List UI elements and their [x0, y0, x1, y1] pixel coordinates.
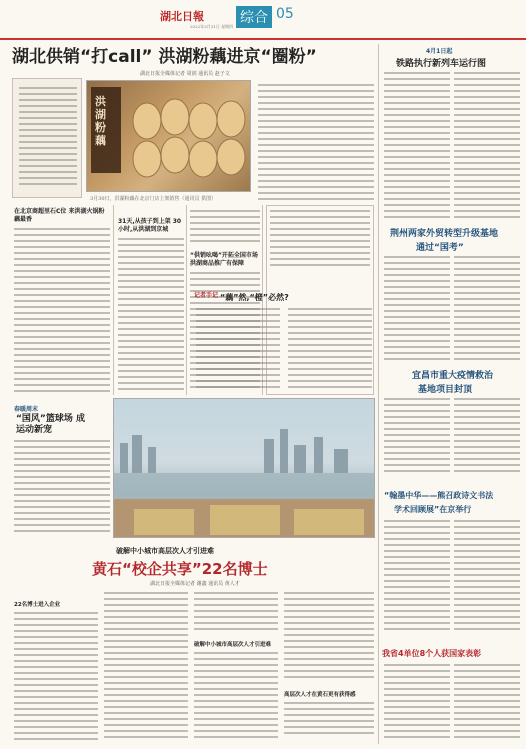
- article-text-col: [258, 84, 374, 204]
- subhead-mid2: “供销吆喝”开拓全国市场 洪湖商品推广有保障: [190, 252, 258, 267]
- right-story3-sub: 基地项目封顶: [418, 385, 473, 395]
- lower-byline: 湖北日报全媒体记者 谢鑫 通讯员 黄人才: [150, 581, 240, 587]
- right-story1-title: 铁路执行新列车运行图: [396, 59, 487, 69]
- package-sign: 洪湖粉藕: [95, 95, 106, 147]
- lower-text-col: [194, 652, 278, 742]
- lower-kicker: 破解中小城市高层次人才引进难: [116, 547, 214, 555]
- lower-text-col: [14, 612, 98, 742]
- masthead: [0, 0, 526, 40]
- lower-text-col: [284, 592, 374, 686]
- right-text-col: [384, 520, 450, 638]
- right-story4-title: “翰墨中华——熊召政诗文书法: [384, 491, 494, 500]
- commentary-tag: 记者手记: [194, 292, 219, 299]
- commentary-title: “藕”然,“橙”必然?: [220, 293, 289, 302]
- right-text-col: [454, 72, 520, 222]
- right-text-col: [454, 256, 520, 366]
- right-story2-title: 荆州两家外贸转型升级基地: [390, 229, 499, 239]
- article-text-col: [14, 228, 110, 398]
- subhead-left: 在北京商超里石C位 来洪湖火锅粉藕最香: [14, 208, 105, 223]
- date-line: 2022年3月31日 星期四: [190, 24, 234, 29]
- right-text-col: [384, 256, 450, 366]
- right-story5-title: 我省4单位8个人获国家表彰: [382, 649, 482, 658]
- right-story4-sub: 学术回顾展”在京举行: [394, 505, 472, 514]
- right-text-col: [384, 72, 450, 222]
- section-tag: 综合: [236, 6, 272, 28]
- column-divider: [113, 205, 114, 395]
- spring-box-text: [14, 440, 110, 540]
- right-text-col: [454, 664, 520, 744]
- article-text-col: [190, 210, 260, 250]
- right-date-tag: 4月1日起: [426, 48, 453, 55]
- column-divider: [378, 44, 379, 744]
- photo-caption: 3月30日，洪湖粉藕在北京门店上架销售（通讯员 供图）: [90, 196, 217, 202]
- skyline-illustration: [114, 399, 375, 538]
- article-text-col: [270, 210, 370, 270]
- column-divider: [186, 205, 187, 395]
- right-text-col: [384, 398, 450, 478]
- right-text-col: [454, 398, 520, 478]
- lower-sub3: 高层次人才在黄石更有获得感: [284, 692, 356, 698]
- lower-text-col: [194, 592, 278, 636]
- quote-box: [12, 78, 82, 198]
- main-headline: 湖北供销“打call” 洪湖粉藕进京“圈粉”: [12, 47, 317, 67]
- page-number: 05: [276, 6, 294, 22]
- city-waterfront-photo: [113, 398, 375, 538]
- main-byline: 湖北日报全媒体记者 周润 通讯员 赵子文: [140, 71, 230, 77]
- newspaper-logo: 湖北日報: [160, 10, 204, 23]
- right-story3-title: 宜昌市重大疫情救治: [412, 371, 494, 381]
- right-text-col: [384, 664, 450, 744]
- spring-box-title: 春暖周末: [14, 406, 39, 413]
- commentary-text: [196, 308, 372, 394]
- quote-text: [19, 87, 77, 193]
- lower-text-col: [284, 702, 374, 742]
- article-text-col: [118, 238, 184, 398]
- subhead-mid: 31天,从孩子到上架 30小时,从洪湖到京城: [118, 218, 182, 233]
- right-text-col: [454, 520, 520, 638]
- lower-text-col: [104, 592, 188, 742]
- lower-headline: 黄石“校企共享”22名博士: [92, 560, 268, 578]
- lower-sub1: 22名博士进入企业: [14, 602, 61, 608]
- lotus-root-photo: [86, 80, 251, 192]
- right-story2-sub: 通过“国考”: [416, 243, 464, 253]
- spring-box-headline: “国风”篮球场 成运动新宠: [16, 414, 85, 435]
- lower-sub2: 破解中小城市高层次人才引进难: [194, 642, 272, 648]
